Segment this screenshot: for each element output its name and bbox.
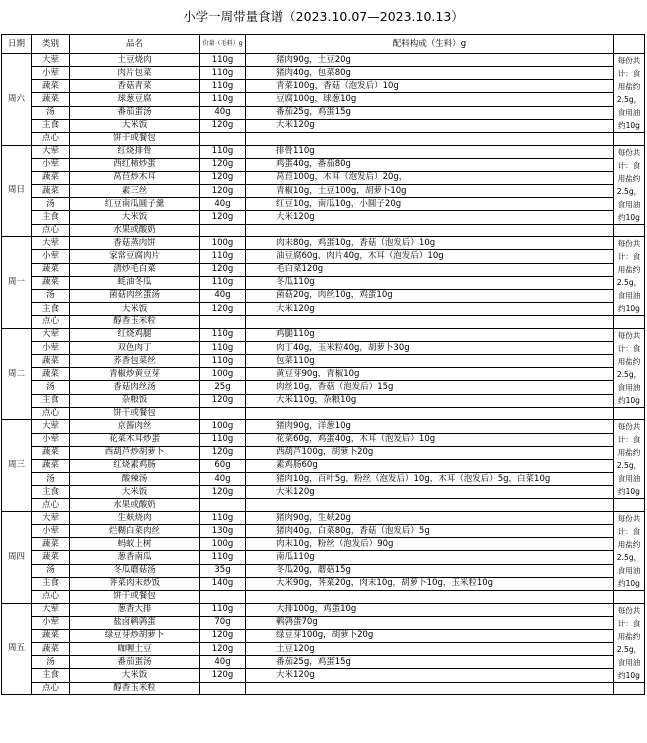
dish-cell: 冬瓜蘑菇汤: [70, 564, 200, 577]
ingredients-cell: 猪肉40g，包菜80g: [246, 67, 614, 80]
category-cell: 蔬菜: [32, 643, 70, 656]
ingredients-cell: 素鸡肠60g: [246, 459, 614, 472]
weight-cell: [200, 224, 246, 237]
dish-cell: 醇香玉米粒: [70, 682, 200, 695]
category-cell: 点心: [32, 590, 70, 603]
ingredients-cell: 花菜60g，鸡蛋40g，木耳（泡发后）10g: [246, 433, 614, 446]
category-cell: 点心: [32, 224, 70, 237]
table-row: [2, 263, 645, 276]
ingredients-cell: 菌菇20g，肉丝10g，鸡蛋10g: [246, 289, 614, 302]
table-row: [2, 643, 645, 656]
table-row: [2, 355, 645, 368]
ingredients-cell: 猪肉90g，洋葱10g: [246, 420, 614, 433]
table-row: [2, 106, 645, 119]
category-cell: 汤: [32, 289, 70, 302]
dish-cell: 饼干或餐包: [70, 590, 200, 603]
dish-cell: 素三丝: [70, 185, 200, 198]
day-cell: 周五: [2, 603, 32, 695]
weight-cell: 40g: [200, 198, 246, 211]
table-row: [2, 368, 645, 381]
ingredients-cell: 包菜110g: [246, 355, 614, 368]
weight-cell: [200, 316, 246, 329]
weight-cell: [200, 499, 246, 512]
weight-cell: 40g: [200, 473, 246, 486]
weight-cell: 120g: [200, 263, 246, 276]
weight-cell: 70g: [200, 616, 246, 629]
table-row: [2, 276, 645, 289]
dish-cell: 蚂蚁上树: [70, 538, 200, 551]
category-cell: 大荤: [32, 145, 70, 158]
table-row: [2, 54, 645, 67]
category-cell: 大荤: [32, 511, 70, 524]
dish-cell: 杂粮饭: [70, 394, 200, 407]
ingredients-cell: 西葫芦100g，胡萝卜20g: [246, 446, 614, 459]
table-row: [2, 603, 645, 616]
ingredients-cell: 排骨110g: [246, 145, 614, 158]
weight-cell: 35g: [200, 564, 246, 577]
dish-cell: 清炒毛白菜: [70, 263, 200, 276]
category-cell: 汤: [32, 106, 70, 119]
table-row: [2, 80, 645, 93]
table-row: [2, 133, 645, 146]
ingredients-cell: 番茄25g，鸡蛋15g: [246, 106, 614, 119]
table-row: [2, 682, 645, 695]
category-cell: 小荤: [32, 616, 70, 629]
table-row: [2, 119, 645, 132]
empty-cell: [614, 133, 645, 146]
weight-cell: 40g: [200, 289, 246, 302]
header-weight: 份量（毛料）g: [200, 35, 246, 54]
weight-cell: 110g: [200, 355, 246, 368]
weight-cell: 110g: [200, 93, 246, 106]
weight-cell: 120g: [200, 486, 246, 499]
table-row: [2, 381, 645, 394]
ingredients-cell: 青菜100g，香菇（泡发后）10g: [246, 80, 614, 93]
weight-cell: 110g: [200, 341, 246, 354]
dish-cell: 西红柿炒蛋: [70, 158, 200, 171]
weight-cell: [200, 407, 246, 420]
table-row: [2, 551, 645, 564]
seasoning-note: 每份共计：食用盐约2.5g，食用油约10g: [614, 328, 645, 407]
day-cell: 周六: [2, 54, 32, 146]
weight-cell: 110g: [200, 433, 246, 446]
category-cell: 小荤: [32, 250, 70, 263]
table-row: [2, 577, 645, 590]
header-category: 类别: [32, 35, 70, 54]
table-row: [2, 407, 645, 420]
dish-cell: 京酱肉丝: [70, 420, 200, 433]
ingredients-cell: 鸡腿110g: [246, 328, 614, 341]
ingredients-cell: 油豆腐60g，肉片40g，木耳（泡发后）10g: [246, 250, 614, 263]
table-row: [2, 433, 645, 446]
dish-cell: 西葫芦炒胡萝卜: [70, 446, 200, 459]
category-cell: 蔬菜: [32, 276, 70, 289]
ingredients-cell: 大米120g: [246, 669, 614, 682]
weight-cell: 40g: [200, 656, 246, 669]
dish-cell: 红豆南瓜圆子羹: [70, 198, 200, 211]
table-row: [2, 499, 645, 512]
weight-cell: 110g: [200, 511, 246, 524]
dish-cell: 青椒炒黄豆芽: [70, 368, 200, 381]
table-row: [2, 145, 645, 158]
day-cell: 周四: [2, 511, 32, 603]
category-cell: 小荤: [32, 525, 70, 538]
page-title: 小学一周带量食谱（2023.10.07—2023.10.13）: [183, 9, 464, 24]
dish-cell: 土豆烧肉: [70, 54, 200, 67]
weight-cell: 100g: [200, 538, 246, 551]
seasoning-note: 每份共计：食用盐约2.5g，食用油约10g: [614, 54, 645, 133]
dish-cell: 肉片包菜: [70, 67, 200, 80]
dish-cell: 水果或酸奶: [70, 224, 200, 237]
category-cell: 大荤: [32, 603, 70, 616]
ingredients-cell: [246, 682, 614, 695]
category-cell: 主食: [32, 394, 70, 407]
dish-cell: 蚝油冬瓜: [70, 276, 200, 289]
table-row: [2, 446, 645, 459]
category-cell: 蔬菜: [32, 446, 70, 459]
ingredients-cell: 大米120g: [246, 211, 614, 224]
dish-cell: 香菇蒸肉饼: [70, 237, 200, 250]
table-row: [2, 328, 645, 341]
table-row: [2, 525, 645, 538]
ingredients-cell: 南瓜110g: [246, 551, 614, 564]
weight-cell: 100g: [200, 368, 246, 381]
ingredients-cell: [246, 499, 614, 512]
dish-cell: 花菜木耳炒蛋: [70, 433, 200, 446]
ingredients-cell: 猪肉90g，生麸20g: [246, 511, 614, 524]
header-note: [614, 35, 645, 54]
category-cell: 大荤: [32, 328, 70, 341]
dish-cell: 大米饭: [70, 211, 200, 224]
table-row: [2, 185, 645, 198]
category-cell: 汤: [32, 473, 70, 486]
category-cell: 主食: [32, 119, 70, 132]
table-row: [2, 420, 645, 433]
dish-cell: 绿豆芽炒胡萝卜: [70, 629, 200, 642]
weight-cell: 120g: [200, 446, 246, 459]
category-cell: 点心: [32, 316, 70, 329]
dish-cell: 葱香南瓜: [70, 551, 200, 564]
category-cell: 蔬菜: [32, 355, 70, 368]
empty-cell: [614, 590, 645, 603]
ingredients-cell: [246, 316, 614, 329]
seasoning-note: 每份共计：食用盐约2.5g，食用油约10g: [614, 511, 645, 590]
category-cell: 蔬菜: [32, 185, 70, 198]
dish-cell: 球葱豆腐: [70, 93, 200, 106]
weight-cell: 120g: [200, 119, 246, 132]
weight-cell: 40g: [200, 106, 246, 119]
weight-cell: 120g: [200, 394, 246, 407]
weight-cell: [200, 682, 246, 695]
day-cell: 周一: [2, 237, 32, 329]
ingredients-cell: [246, 224, 614, 237]
seasoning-note: 每份共计：食用盐约2.5g，食用油约10g: [614, 237, 645, 316]
table-row: [2, 341, 645, 354]
category-cell: 主食: [32, 669, 70, 682]
category-cell: 主食: [32, 486, 70, 499]
weight-cell: 110g: [200, 603, 246, 616]
weight-cell: 120g: [200, 211, 246, 224]
dish-cell: 红烧鸡腿: [70, 328, 200, 341]
ingredients-cell: [246, 133, 614, 146]
weight-cell: 110g: [200, 54, 246, 67]
weight-cell: 110g: [200, 80, 246, 93]
dish-cell: 大米饭: [70, 669, 200, 682]
table-row: [2, 171, 645, 184]
dish-cell: 大米饭: [70, 119, 200, 132]
weight-cell: 110g: [200, 551, 246, 564]
category-cell: 小荤: [32, 341, 70, 354]
weight-cell: 120g: [200, 669, 246, 682]
empty-cell: [614, 682, 645, 695]
table-row: [2, 669, 645, 682]
weight-cell: 110g: [200, 328, 246, 341]
table-row: [2, 538, 645, 551]
category-cell: 蔬菜: [32, 551, 70, 564]
dish-cell: 莴苣炒木耳: [70, 171, 200, 184]
day-cell: 周三: [2, 420, 32, 512]
dish-cell: 酸辣汤: [70, 473, 200, 486]
seasoning-note: 每份共计：食用盐约2.5g，食用油约10g: [614, 603, 645, 682]
category-cell: 点心: [32, 407, 70, 420]
category-cell: 汤: [32, 656, 70, 669]
category-cell: 蔬菜: [32, 459, 70, 472]
ingredients-cell: 肉末80g，鸡蛋10g，香菇（泡发后）10g: [246, 237, 614, 250]
category-cell: 主食: [32, 211, 70, 224]
category-cell: 蔬菜: [32, 263, 70, 276]
category-cell: 蔬菜: [32, 80, 70, 93]
dish-cell: 咖喱土豆: [70, 643, 200, 656]
ingredients-cell: 土豆120g: [246, 643, 614, 656]
ingredients-cell: 冬瓜110g: [246, 276, 614, 289]
ingredients-cell: 大米90g，荠菜20g，肉末10g，胡萝卜10g，玉米粒10g: [246, 577, 614, 590]
category-cell: 蔬菜: [32, 538, 70, 551]
dish-cell: 家常豆腐肉片: [70, 250, 200, 263]
category-cell: 蔬菜: [32, 171, 70, 184]
seasoning-note: 每份共计：食用盐约2.5g，食用油约10g: [614, 420, 645, 499]
dish-cell: 葱香大排: [70, 603, 200, 616]
header-dish: 品名: [70, 35, 200, 54]
weight-cell: 100g: [200, 237, 246, 250]
table-row: [2, 158, 645, 171]
ingredients-cell: 豆腐100g，球葱10g: [246, 93, 614, 106]
weight-cell: 110g: [200, 67, 246, 80]
dish-cell: 生麸烧肉: [70, 511, 200, 524]
ingredients-cell: 肉丁40g，玉米粒40g，胡萝卜30g: [246, 341, 614, 354]
seasoning-note: 每份共计：食用盐约2.5g，食用油约10g: [614, 145, 645, 224]
empty-cell: [614, 224, 645, 237]
category-cell: 汤: [32, 564, 70, 577]
category-cell: 点心: [32, 133, 70, 146]
ingredients-cell: 肉丝10g，香菇（泡发后）15g: [246, 381, 614, 394]
table-row: [2, 473, 645, 486]
dish-cell: 醇香玉米粒: [70, 316, 200, 329]
table-row: [2, 616, 645, 629]
weight-cell: 120g: [200, 158, 246, 171]
table-row: [2, 316, 645, 329]
dish-cell: 荠菜肉末炒饭: [70, 577, 200, 590]
table-row: [2, 289, 645, 302]
table-row: [2, 394, 645, 407]
dish-cell: 饼干或餐包: [70, 407, 200, 420]
menu-table: [1, 34, 645, 695]
header-row: [2, 35, 645, 54]
table-row: [2, 224, 645, 237]
weight-cell: 100g: [200, 420, 246, 433]
ingredients-cell: 大米110g，杂粮10g: [246, 394, 614, 407]
dish-cell: 番茄蛋汤: [70, 656, 200, 669]
ingredients-cell: 大排100g，鸡蛋10g: [246, 603, 614, 616]
ingredients-cell: 黄豆芽90g，青椒10g: [246, 368, 614, 381]
empty-cell: [614, 407, 645, 420]
ingredients-cell: 绿豆芽100g，胡萝卜20g: [246, 629, 614, 642]
ingredients-cell: 大米120g: [246, 119, 614, 132]
weight-cell: 60g: [200, 459, 246, 472]
dish-cell: 大米饭: [70, 302, 200, 315]
dish-cell: 大米饭: [70, 486, 200, 499]
ingredients-cell: 冬瓜20g，蘑菇15g: [246, 564, 614, 577]
table-row: [2, 511, 645, 524]
dish-cell: 菌菇肉丝蛋汤: [70, 289, 200, 302]
category-cell: 小荤: [32, 158, 70, 171]
weight-cell: 120g: [200, 643, 246, 656]
category-cell: 主食: [32, 577, 70, 590]
category-cell: 主食: [32, 302, 70, 315]
table-row: [2, 302, 645, 315]
weight-cell: 110g: [200, 250, 246, 263]
ingredients-cell: [246, 407, 614, 420]
dish-cell: 红烧排骨: [70, 145, 200, 158]
empty-cell: [614, 499, 645, 512]
category-cell: 大荤: [32, 237, 70, 250]
table-row: [2, 590, 645, 603]
menu-body: [2, 54, 645, 695]
table-row: [2, 237, 645, 250]
ingredients-cell: [246, 590, 614, 603]
dish-cell: 水果或酸奶: [70, 499, 200, 512]
table-row: [2, 93, 645, 106]
ingredients-cell: 青椒10g，土豆100g，胡萝卜10g: [246, 185, 614, 198]
category-cell: 汤: [32, 381, 70, 394]
ingredients-cell: 肉末10g，粉丝（泡发后）90g: [246, 538, 614, 551]
weight-cell: 140g: [200, 577, 246, 590]
ingredients-cell: 猪肉90g，土豆20g: [246, 54, 614, 67]
weight-cell: 120g: [200, 302, 246, 315]
weight-cell: [200, 133, 246, 146]
weight-cell: 25g: [200, 381, 246, 394]
table-row: [2, 486, 645, 499]
weight-cell: 120g: [200, 629, 246, 642]
dish-cell: 双色肉丁: [70, 341, 200, 354]
dish-cell: 香菇肉丝汤: [70, 381, 200, 394]
weight-cell: 120g: [200, 185, 246, 198]
table-row: [2, 67, 645, 80]
dish-cell: 荞香包菜丝: [70, 355, 200, 368]
table-row: [2, 629, 645, 642]
category-cell: 大荤: [32, 54, 70, 67]
header-day: 日期: [2, 35, 32, 54]
weight-cell: [200, 590, 246, 603]
category-cell: 小荤: [32, 433, 70, 446]
category-cell: 点心: [32, 682, 70, 695]
ingredients-cell: 红豆10g，南瓜10g，小圆子20g: [246, 198, 614, 211]
header-ingredients: 配料构成（生料）g: [246, 35, 614, 54]
category-cell: 小荤: [32, 67, 70, 80]
ingredients-cell: 番茄25g，鸡蛋15g: [246, 656, 614, 669]
dish-cell: 香菇青菜: [70, 80, 200, 93]
ingredients-cell: 毛白菜120g: [246, 263, 614, 276]
dish-cell: 烂糊白菜肉丝: [70, 525, 200, 538]
weight-cell: 120g: [200, 171, 246, 184]
dish-cell: 番茄蛋汤: [70, 106, 200, 119]
weight-cell: 110g: [200, 276, 246, 289]
day-cell: 周二: [2, 328, 32, 420]
category-cell: 大荤: [32, 420, 70, 433]
day-cell: 周日: [2, 145, 32, 237]
category-cell: 点心: [32, 499, 70, 512]
category-cell: 蔬菜: [32, 629, 70, 642]
ingredients-cell: 莴苣100g，木耳（泡发后）20g，: [246, 171, 614, 184]
weight-cell: 130g: [200, 525, 246, 538]
ingredients-cell: 大米120g: [246, 302, 614, 315]
empty-cell: [614, 316, 645, 329]
table-row: [2, 211, 645, 224]
table-row: [2, 564, 645, 577]
ingredients-cell: 鸡蛋40g，番茄80g: [246, 158, 614, 171]
table-row: [2, 250, 645, 263]
category-cell: 汤: [32, 198, 70, 211]
ingredients-cell: 鹌鹑蛋70g: [246, 616, 614, 629]
ingredients-cell: 大米120g: [246, 486, 614, 499]
dish-cell: 盐卤鹌鹑蛋: [70, 616, 200, 629]
category-cell: 蔬菜: [32, 93, 70, 106]
ingredients-cell: 猪肉10g，百叶5g，粉丝（泡发后）10g，木耳（泡发后）5g，白菜10g: [246, 473, 614, 486]
ingredients-cell: 猪肉40g，白菜80g，香菇（泡发后）5g: [246, 525, 614, 538]
weight-cell: 110g: [200, 145, 246, 158]
dish-cell: 红烧素鸡肠: [70, 459, 200, 472]
table-row: [2, 656, 645, 669]
table-row: [2, 198, 645, 211]
category-cell: 蔬菜: [32, 368, 70, 381]
table-row: [2, 459, 645, 472]
dish-cell: 饼干或餐包: [70, 133, 200, 146]
